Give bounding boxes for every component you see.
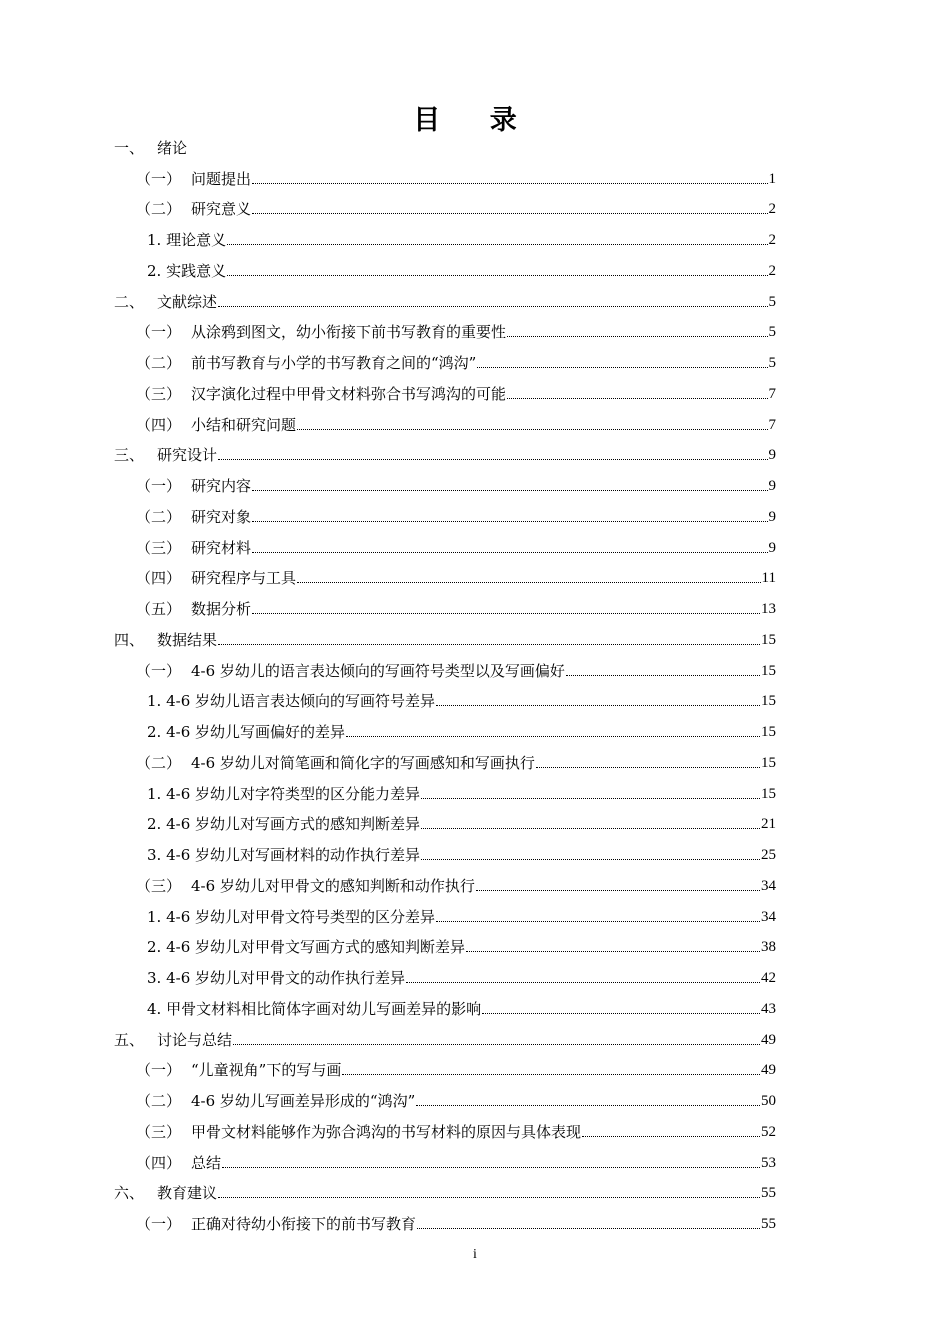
toc-entry-marker: （二） — [136, 753, 182, 772]
toc-entry-title: 研究对象 — [191, 507, 252, 526]
toc-entry-marker: 一、 — [114, 138, 145, 157]
toc-entry-page: 43 — [761, 1000, 776, 1017]
toc-entry-page: 2 — [768, 232, 776, 248]
toc-entry-page: 49 — [761, 1062, 776, 1079]
toc-entry-page: 15 — [761, 631, 776, 648]
toc-leader-dots — [252, 212, 767, 214]
toc-entry-marker: （二） — [136, 200, 182, 219]
toc-entry-page: 50 — [761, 1093, 776, 1109]
toc-leader-dots — [582, 1135, 760, 1137]
toc-entry-marker: （二） — [136, 1092, 182, 1110]
toc-entry[interactable] — [114, 618, 776, 649]
toc-entry-page: 42 — [761, 970, 776, 986]
toc-entry-title: 问题提出 — [191, 169, 252, 188]
toc-entry-page: 15 — [761, 785, 776, 802]
toc-entry-page: 13 — [761, 601, 776, 617]
toc-entry-page: 7 — [768, 385, 776, 402]
toc-leader-dots — [436, 920, 760, 922]
toc-entry-title: 研究程序与工具 — [191, 569, 297, 588]
toc-leader-dots — [342, 1073, 760, 1075]
toc-entry[interactable] — [114, 157, 776, 188]
toc-entry[interactable] — [114, 1172, 776, 1203]
toc-leader-dots — [346, 735, 760, 737]
toc-entry-marker: （三） — [136, 1122, 182, 1141]
toc-entry-marker: （一） — [136, 1061, 182, 1080]
toc-entry-title: “儿童视角”下的写与画 — [191, 1061, 342, 1080]
toc-leader-dots — [252, 520, 767, 522]
toc-entry-title: 数据分析 — [191, 600, 252, 618]
toc-entry[interactable] — [114, 1202, 776, 1233]
toc-entry-page: 55 — [761, 1216, 776, 1232]
toc-leader-dots — [477, 366, 767, 368]
toc-leader-dots — [436, 704, 760, 706]
toc-entry-page: 49 — [761, 1031, 776, 1048]
toc-leader-dots — [421, 797, 760, 799]
toc-entry[interactable] — [114, 126, 776, 157]
toc-entry-title: 数据结果 — [157, 630, 218, 649]
toc-leader-dots — [507, 397, 767, 399]
toc-entry-marker: （一） — [136, 169, 182, 188]
toc-entry-title: 研究内容 — [191, 477, 252, 495]
toc-entry[interactable] — [114, 311, 776, 342]
toc-entry-title: 甲骨文材料能够作为弥合鸿沟的书写材料的原因与具体表现 — [191, 1122, 582, 1141]
toc-entry[interactable] — [114, 680, 776, 711]
toc-entry[interactable] — [114, 218, 776, 249]
toc-entry-title: 4-6 岁幼儿写画差异形成的“鸿沟” — [191, 1092, 416, 1110]
toc-entry[interactable] — [114, 1141, 776, 1172]
toc-entry-marker: （一） — [136, 323, 182, 342]
toc-leader-dots — [476, 889, 760, 891]
toc-entry-title: 4-6 岁幼儿的语言表达倾向的写画符号类型以及写画偏好 — [191, 661, 565, 680]
toc-entry-page: 25 — [761, 847, 776, 863]
toc-entry[interactable] — [114, 188, 776, 219]
toc-entry-title: 研究设计 — [157, 446, 218, 465]
toc-entry-marker: 五、 — [114, 1030, 145, 1049]
toc-entry[interactable] — [114, 557, 776, 588]
toc-entry-title: 小结和研究问题 — [191, 415, 297, 434]
toc-entry-marker: （三） — [136, 384, 182, 403]
toc-entry-title: 4-6 岁幼儿对简笔画和简化字的写画感知和写画执行 — [191, 753, 535, 772]
toc-entry[interactable] — [114, 987, 776, 1018]
toc-leader-dots — [406, 981, 760, 983]
toc-entry-page: 34 — [761, 908, 776, 925]
toc-entry-page: 5 — [768, 324, 776, 341]
toc-entry-marker: （四） — [136, 569, 182, 588]
toc-entry-page: 5 — [768, 355, 776, 371]
toc-entry[interactable] — [114, 434, 776, 465]
toc-entry-title: 3. 4-6 岁幼儿对写画材料的动作执行差异 — [147, 846, 421, 864]
toc-entry[interactable] — [114, 926, 776, 957]
toc-leader-dots — [227, 243, 767, 245]
toc-entry-marker: （一） — [136, 477, 182, 495]
toc-entry-page: 7 — [768, 416, 776, 433]
toc-entry-title: 研究意义 — [191, 200, 252, 219]
toc-entry-page: 15 — [761, 693, 776, 710]
toc-entry-title: 4-6 岁幼儿对甲骨文的感知判断和动作执行 — [191, 876, 475, 895]
toc-entry[interactable] — [114, 1110, 776, 1141]
toc-entry-page: 53 — [761, 1154, 776, 1171]
toc-leader-dots — [416, 1104, 760, 1106]
toc-leader-dots — [566, 674, 760, 676]
toc-entry[interactable] — [114, 772, 776, 803]
toc-leader-dots — [466, 950, 760, 952]
toc-entry-title: 研究材料 — [191, 538, 252, 557]
toc-entry-title: 1. 4-6 岁幼儿对甲骨文符号类型的区分差异 — [147, 907, 436, 926]
toc-entry-title: 文献综述 — [157, 292, 218, 311]
toc-entry-title: 2. 4-6 岁幼儿对甲骨文写画方式的感知判断差异 — [147, 938, 466, 957]
toc-entry[interactable] — [114, 495, 776, 526]
page-title: 目 录 — [413, 105, 537, 136]
toc-entry-title: 4. 甲骨文材料相比简体字画对幼儿写画差异的影响 — [147, 999, 482, 1018]
toc-entry-title: 教育建议 — [157, 1184, 218, 1203]
toc-entry-page: 21 — [761, 816, 776, 833]
toc-leader-dots — [252, 551, 767, 553]
toc-entry-marker: 六、 — [114, 1184, 145, 1203]
toc-entry[interactable] — [114, 833, 776, 864]
toc-entry-page: 34 — [761, 877, 776, 894]
toc-entry-marker: （五） — [136, 600, 182, 618]
toc-entry-page: 9 — [768, 508, 776, 525]
toc-entry-page: 2 — [768, 201, 776, 218]
toc-entry-page: 55 — [761, 1185, 776, 1202]
toc-entry[interactable] — [114, 649, 776, 680]
toc-entry-title: 正确对待幼小衔接下的前书写教育 — [191, 1215, 417, 1233]
toc-entry[interactable] — [114, 464, 776, 495]
toc-entry-title: 讨论与总结 — [157, 1030, 233, 1049]
toc-entry-page: 38 — [761, 939, 776, 956]
toc-entry[interactable] — [114, 864, 776, 895]
toc-leader-dots — [297, 428, 767, 430]
toc-entry-title: 1. 4-6 岁幼儿语言表达倾向的写画符号差异 — [147, 692, 436, 711]
page-number: i — [473, 1247, 477, 1262]
toc-entry-page: 15 — [761, 662, 776, 679]
toc-entry[interactable] — [114, 1018, 776, 1049]
toc-entry-title: 1. 理论意义 — [147, 231, 227, 249]
toc-leader-dots — [252, 489, 767, 491]
toc-entry-page: 9 — [768, 478, 776, 494]
toc-entry-title: 汉字演化过程中甲骨文材料弥合书写鸿沟的可能 — [191, 384, 507, 403]
toc-leader-dots — [421, 858, 760, 860]
toc-entry-title: 总结 — [191, 1153, 222, 1172]
toc-leader-dots — [421, 827, 760, 829]
toc-leader-dots — [536, 766, 760, 768]
toc-entry-title: 2. 实践意义 — [147, 261, 227, 280]
toc-entry[interactable] — [114, 526, 776, 557]
toc-entry[interactable] — [114, 1079, 776, 1110]
toc-entry-title: 从涂鸦到图文，幼小衔接下前书写教育的重要性 — [191, 323, 507, 342]
toc-entry-title: 1. 4-6 岁幼儿对字符类型的区分能力差异 — [147, 784, 421, 803]
toc-entry-page: 15 — [761, 724, 776, 740]
toc-leader-dots — [227, 274, 767, 276]
toc-entry-marker: （一） — [136, 661, 182, 680]
toc-entry-page: 15 — [761, 754, 776, 771]
toc-entry-marker: 二、 — [114, 292, 145, 311]
toc-entry[interactable] — [114, 280, 776, 311]
toc-entry[interactable] — [114, 249, 776, 280]
toc-entry-page: 11 — [761, 570, 776, 587]
toc-leader-dots — [252, 612, 760, 614]
toc-entry-page: 2 — [768, 262, 776, 279]
toc-leader-dots — [233, 1043, 760, 1045]
toc-leader-dots — [218, 458, 767, 460]
toc-list — [114, 126, 776, 1233]
toc-entry[interactable] — [114, 341, 776, 372]
toc-entry-marker: （三） — [136, 876, 182, 895]
toc-entry[interactable] — [114, 710, 776, 741]
toc-entry-marker: （四） — [136, 1153, 182, 1172]
toc-entry[interactable] — [114, 741, 776, 772]
toc-leader-dots — [297, 581, 761, 583]
toc-entry-marker: （三） — [136, 538, 182, 557]
toc-entry[interactable] — [114, 956, 776, 987]
toc-leader-dots — [482, 1012, 760, 1014]
toc-entry-marker: 三、 — [114, 446, 145, 465]
toc-entry-page: 9 — [768, 539, 776, 556]
toc-entry-marker: （二） — [136, 354, 182, 372]
toc-leader-dots — [507, 335, 767, 337]
toc-leader-dots — [252, 182, 767, 184]
toc-entry-marker: 四、 — [114, 630, 145, 649]
toc-entry[interactable] — [114, 895, 776, 926]
toc-entry-marker: （二） — [136, 507, 182, 526]
toc-entry-marker: （一） — [136, 1215, 182, 1233]
toc-entry-page: 52 — [761, 1123, 776, 1140]
toc-entry-title: 2. 4-6 岁幼儿写画偏好的差异 — [147, 723, 346, 741]
toc-entry-title: 2. 4-6 岁幼儿对写画方式的感知判断差异 — [147, 815, 421, 834]
toc-entry-title: 3. 4-6 岁幼儿对甲骨文的动作执行差异 — [147, 969, 406, 987]
toc-entry-title: 前书写教育与小学的书写教育之间的“鸿沟” — [191, 354, 477, 372]
toc-leader-dots — [222, 1166, 760, 1168]
toc-entry-marker: （四） — [136, 415, 182, 434]
toc-leader-dots — [218, 1196, 760, 1198]
toc-entry[interactable] — [114, 587, 776, 618]
toc-entry-page: 9 — [768, 447, 776, 464]
toc-leader-dots — [417, 1227, 760, 1229]
toc-entry[interactable] — [114, 403, 776, 434]
toc-leader-dots — [218, 643, 760, 645]
toc-entry[interactable] — [114, 372, 776, 403]
toc-entry[interactable] — [114, 803, 776, 834]
toc-leader-dots — [218, 305, 767, 307]
toc-entry-page: 1 — [768, 170, 776, 187]
toc-entry-title: 绪论 — [157, 138, 188, 157]
toc-entry-page: 5 — [768, 293, 776, 310]
toc-entry[interactable] — [114, 1049, 776, 1080]
